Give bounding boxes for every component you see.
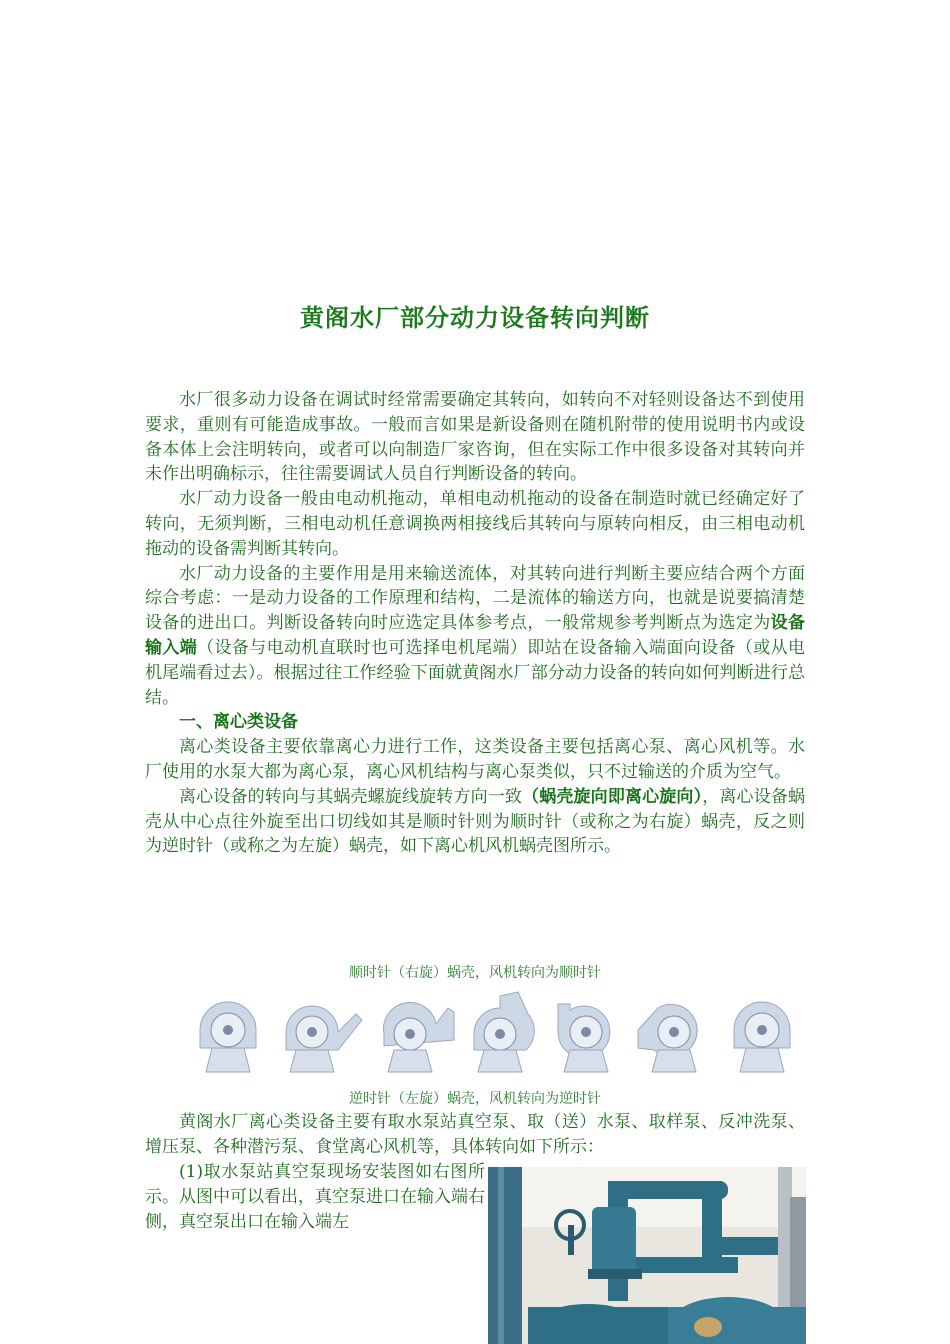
text-span: 水厂动力设备的主要作用是用来输送流体，对其转向进行判断主要应结合两个方面综合考虑：一是动力设备的工作原理和结构，二是流体的输送方向，也就是说要搞清楚设备的进出口。判断设备转向时应选定具体参考点，一般常规参考判断点为选定为 <box>145 563 805 634</box>
bold-term-volute: （蜗壳旋向即离心旋向） <box>522 786 703 807</box>
fan-illustration <box>638 1004 697 1072</box>
fan-illustration <box>474 992 534 1072</box>
paragraph-centrifugal-intro: 离心类设备主要依靠离心力进行工作，这类设备主要包括离心泵、离心风机等。水厂使用的水泵大都为离心泵，离心风机结构与离心泵类似，只不过输送的介质为空气。 <box>145 737 805 782</box>
section-heading-centrifugal: 一、离心类设备 <box>179 712 298 733</box>
fan-illustration <box>286 1006 362 1072</box>
document-body-continued <box>145 1110 805 1160</box>
paragraph-centrifugal-list: 黄阁水厂离心类设备主要有取水泵站真空泵、取（送）水泵、取样泵、反冲洗泵、增压泵、各种潜污泵、食堂离心风机等，具体转向如下所示： <box>145 1112 805 1157</box>
fan-illustration <box>200 1002 256 1072</box>
volute-fan-figure <box>182 990 802 1078</box>
paragraph-motor: 水厂动力设备一般由电动机拖动，单相电动机拖动的设备在制造时就已经确定好了转向，无须判断，三相电动机任意调换两相接线后其转向与原转向相反，由三相电动机拖动的设备需判断其转向。 <box>145 489 805 559</box>
fan-illustration <box>558 1004 610 1072</box>
caption-clockwise: 顺时针（右旋）蜗壳，风机转向为顺时针 <box>349 965 601 981</box>
document-body <box>145 388 805 859</box>
fan-illustration <box>734 1002 790 1072</box>
document-title: 黄阁水厂部分动力设备转向判断 <box>300 303 650 332</box>
bold-term-input-end: 设备输入端 <box>145 613 806 658</box>
text-span: ，离心设备蜗壳从中心点往外旋至出口切线如其是顺时针则为顺时针（或称之为右旋）蜗壳，反之则为逆时针（或称之为左旋）蜗壳，如下离心机风机蜗壳图所示。 <box>145 786 806 857</box>
paragraph-volute-direction <box>145 785 805 859</box>
vacuum-pump-photo <box>488 1167 806 1344</box>
paragraph-vacuum-pump: (1)取水泵站真空泵现场安装图如右图所示。从图中可以看出，真空泵进口在输入端右侧，真空泵出口在输入端左 <box>145 1162 485 1232</box>
text-span: 离心设备的转向与其蜗壳螺旋线旋转方向一致 <box>179 786 523 807</box>
caption-counterclockwise: 逆时针（左旋）蜗壳，风机转向为逆时针 <box>349 1091 601 1107</box>
vacuum-pump-text <box>145 1160 485 1234</box>
text-span: （设备与电动机直联时也可选择电机尾端）即站在设备输入端面向设备（或从电机尾端看过去）。根据过往工作经验下面就黄阁水厂部分动力设备的转向如何判断进行总结。 <box>145 637 806 708</box>
paragraph-reference-point <box>145 562 805 711</box>
fan-illustration <box>384 1003 454 1072</box>
paragraph-intro: 水厂很多动力设备在调试时经常需要确定其转向，如转向不对轻则设备达不到使用要求，重则有可能造成事故。一般而言如果是新设备则在随机附带的使用说明书内或设备本体上会注明转向，或者可以向制造厂家咨询，但在实际工作中很多设备对其转向并未作出明确标示，往往需要调试人员自行判断设备的转向。 <box>145 390 805 485</box>
